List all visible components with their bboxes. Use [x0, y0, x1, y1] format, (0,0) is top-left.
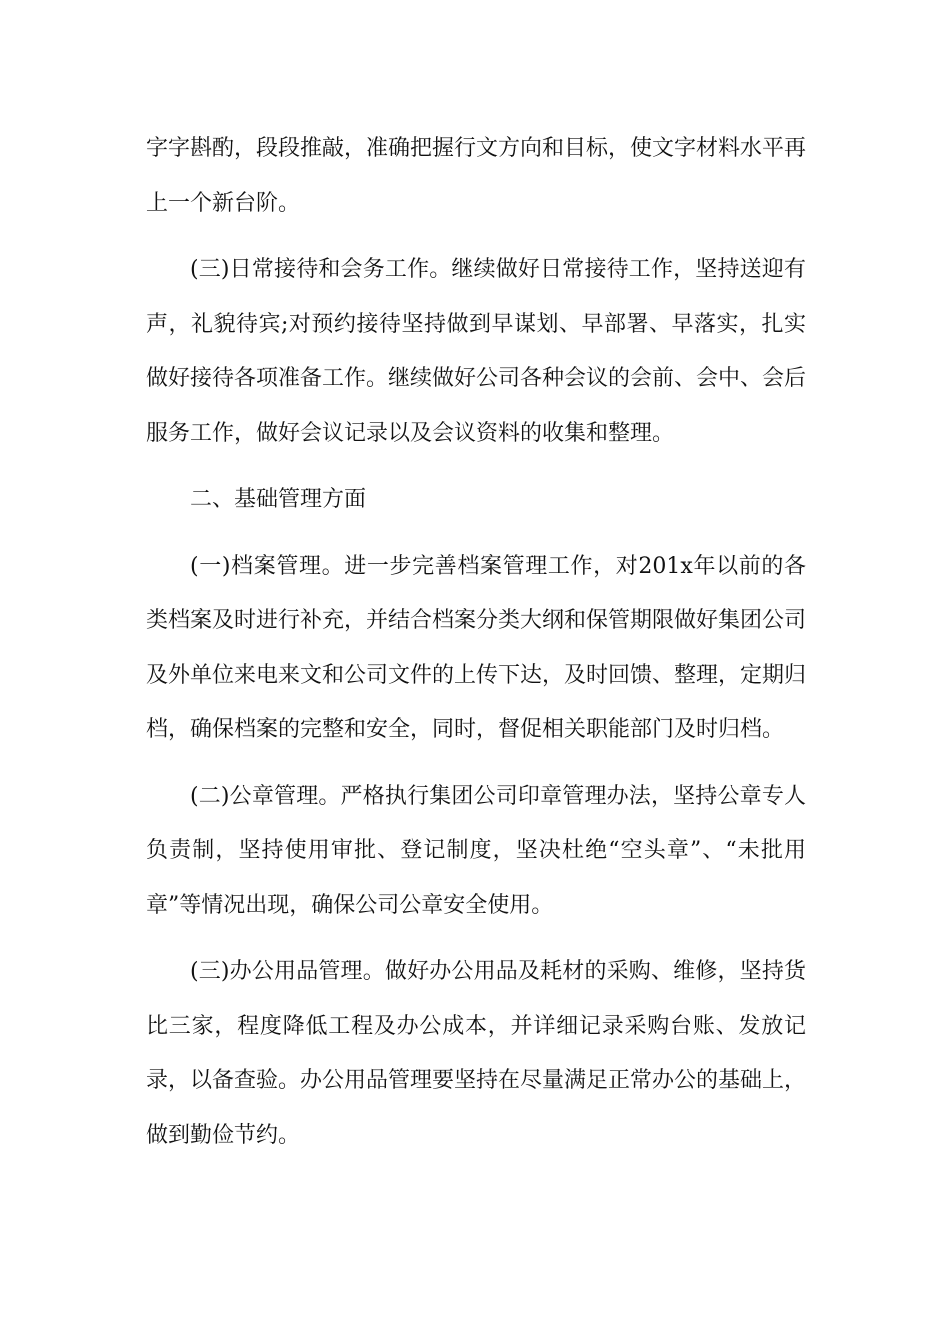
- paragraph-reception-meetings: (三)日常接待和会务工作。继续做好日常接待工作，坚持送迎有声，礼貌待宾;对预约接待坚持做到早谋划、早部署、早落实，扎实做好接待各项准备工作。继续做好公司各种会议的会前、会中、会后服务工作，做好会议记录以及会议资料的收集和整理。: [146, 257, 807, 446]
- section-heading-basic-management: 二、基础管理方面: [190, 487, 367, 512]
- paragraph-continued: 字字斟酌，段段推敲，准确把握行文方向和目标，使文字材料水平再上一个新台阶。: [146, 136, 807, 216]
- paragraph-seal-management: (二)公章管理。严格执行集团公司印章管理办法，坚持公章专人负责制，坚持使用审批、登记制度，坚决杜绝“空头章”、“未批用章”等情况出现，确保公司公章安全使用。: [146, 783, 806, 918]
- document-body: [146, 122, 806, 1175]
- paragraph-archives-management: (一)档案管理。进一步完善档案管理工作，对201x年以前的各类档案及时进行补充，并结合档案分类大纲和保管期限做好集团公司及外单位来电来文和公司文件的上传下达，及时回馈、整理，定期归档，确保档案的完整和安全，同时，督促相关职能部门及时归档。: [146, 553, 807, 742]
- paragraph-office-supplies-management: (三)办公用品管理。做好办公用品及耗材的采购、维修，坚持货比三家，程度降低工程及办公成本，并详细记录采购台账、发放记录，以备查验。办公用品管理要坚持在尽量满足正常办公的基础上，做到勤俭节约。: [146, 959, 807, 1148]
